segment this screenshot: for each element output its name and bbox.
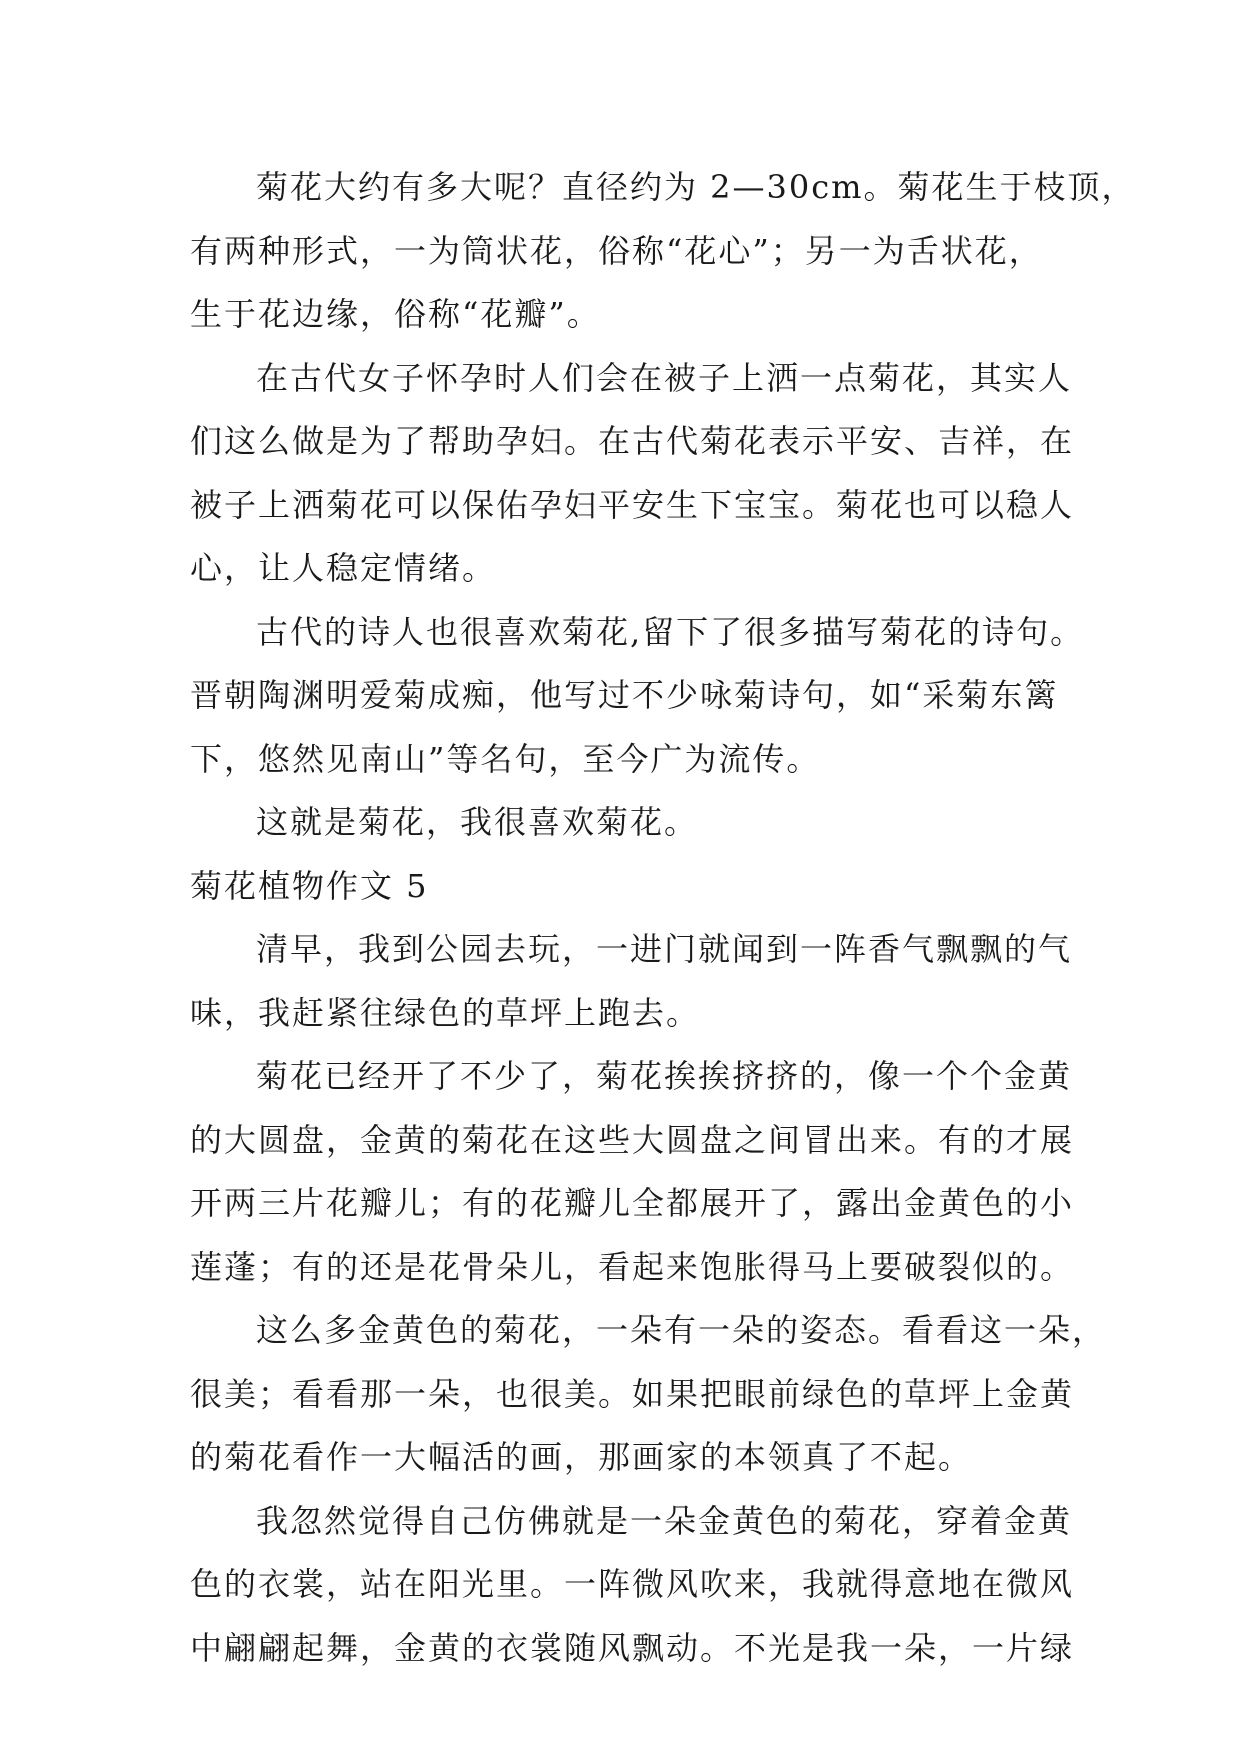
text-line: 被子上洒菊花可以保佑孕妇平安生下宝宝。菊花也可以稳人 <box>190 485 1075 524</box>
text-line: 清早，我到公园去玩，一进门就闻到一阵香气飘飘的气 <box>256 930 1073 968</box>
text-line: 生于花边缘，俗称“花瓣”。 <box>190 295 601 333</box>
text-line: 心，让人稳定情绪。 <box>190 549 497 587</box>
text-line: 莲蓬；有的还是花骨朵儿，看起来饱胀得马上要破裂似的。 <box>190 1247 1075 1286</box>
text-line: 们这么做是为了帮助孕妇。在古代菊花表示平安、吉祥，在 <box>190 422 1075 460</box>
text-line: 中翩翩起舞，金黄的衣裳随风飘动。不光是我一朵，一片绿 <box>190 1628 1075 1667</box>
text-line: 这就是菊花，我很喜欢菊花。 <box>256 803 699 841</box>
text-line: 这么多金黄色的菊花，一朵有一朵的姿态。看看这一朵， <box>256 1311 1107 1349</box>
text-line: 很美；看看那一朵，也很美。如果把眼前绿色的草坪上金黄 <box>190 1374 1075 1413</box>
text-line: 我忽然觉得自己仿佛就是一朵金黄色的菊花，穿着金黄 <box>256 1501 1073 1540</box>
text-line: 的菊花看作一大幅活的画，那画家的本领真了不起。 <box>190 1438 973 1476</box>
document-body <box>190 156 1136 1680</box>
text-line: 色的衣裳，站在阳光里。一阵微风吹来，我就得意地在微风 <box>190 1565 1075 1603</box>
text-line: 古代的诗人也很喜欢菊花,留下了很多描写菊花的诗句。 <box>256 612 1085 651</box>
text-line: 菊花植物作文 5 <box>190 866 429 905</box>
text-line: 有两种形式，一为筒状花，俗称“花心”；另一为舌状花， <box>190 231 1043 270</box>
text-line: 晋朝陶渊明爱菊成痴，他写过不少咏菊诗句，如“采菊东篱 <box>190 676 1059 714</box>
text-line: 下，悠然见南山”等名句，至今广为流传。 <box>190 739 821 778</box>
text-line: 的大圆盘，金黄的菊花在这些大圆盘之间冒出来。有的才展 <box>190 1120 1075 1159</box>
text-line: 味，我赶紧往绿色的草坪上跑去。 <box>190 993 701 1032</box>
text-line: 菊花已经开了不少了，菊花挨挨挤挤的，像一个个金黄 <box>256 1057 1073 1095</box>
text-line: 开两三片花瓣儿；有的花瓣儿全都展开了，露出金黄色的小 <box>190 1184 1075 1222</box>
text-line: 菊花大约有多大呢？直径约为 2—30cm。菊花生于枝顶， <box>256 168 1136 206</box>
text-line: 在古代女子怀孕时人们会在被子上洒一点菊花，其实人 <box>256 358 1073 397</box>
